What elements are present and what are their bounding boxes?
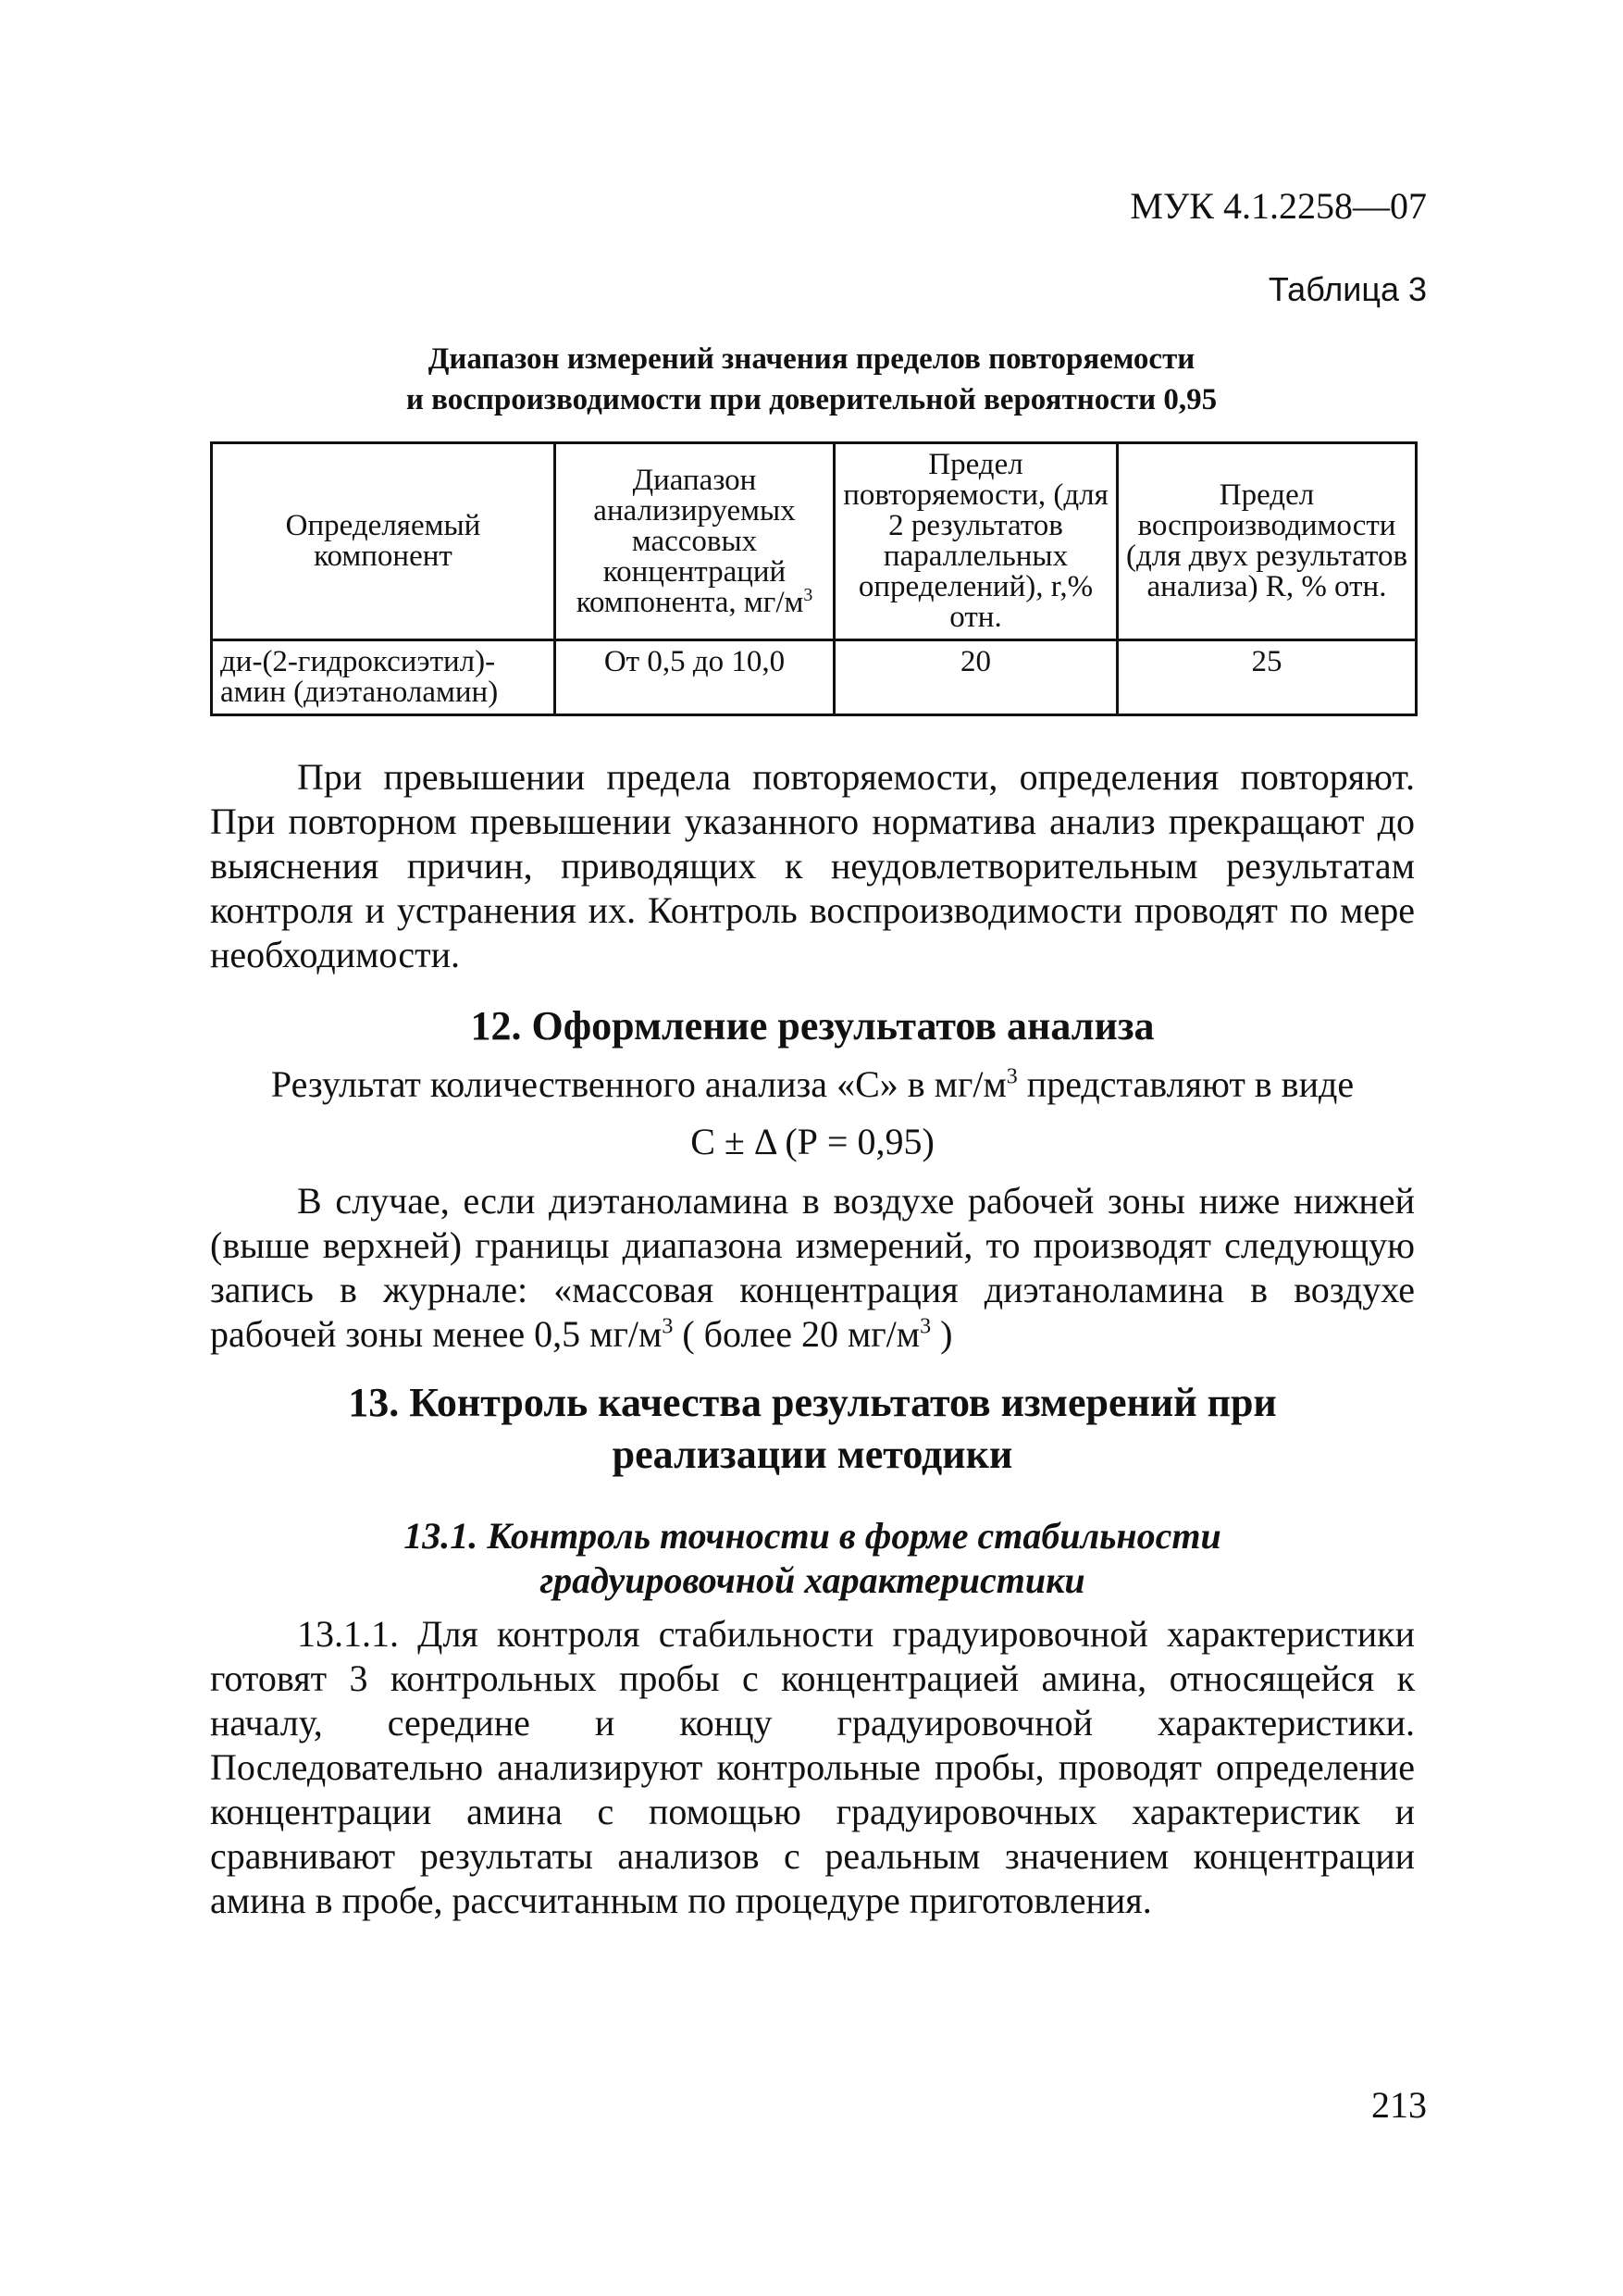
- header-component: Определяемый компонент: [212, 443, 555, 640]
- table-row: [212, 640, 1417, 715]
- measurement-range-table: [210, 441, 1418, 716]
- section-12-title: 12. Оформление результатов анализа: [470, 1003, 1155, 1049]
- cell-component: ди-(2-гидроксиэтил)-амин (диэтаноламин): [212, 640, 555, 715]
- section-13-1-title: [210, 1514, 1415, 1603]
- header-repeatability: Предел повторяемости, (для 2 результатов параллельных определений), r,% отн.: [835, 443, 1118, 640]
- section-13-title-line-1: 13. Контроль качества результатов измерений при: [348, 1380, 1277, 1425]
- header-reproducibility: Предел воспроизводимости (для двух результатов анализа) R, % отн.: [1118, 443, 1417, 640]
- result-statement: Результат количественного анализа «С» в $мг/м^3$ представляют в виде: [270, 1063, 1355, 1105]
- result-formula: С ± Δ (Р = 0,95): [690, 1121, 935, 1162]
- section-13-1-title-line-2: градуировочной характеристики: [539, 1559, 1085, 1601]
- unit-superscript: 3: [803, 584, 813, 605]
- paragraph-13-1-1: 13.1.1. Для контроля стабильности градуировочной характеристики готовят 3 контрольных пробы с концентрацией амина, относящейся к началу, середине и концу градуировочной характеристики. Последовательно анализируют контрольные пробы, проводят определение концентрации амина с помощью градуировочных характеристик и сравнивают результаты анализов с реальным значением концентрации амина в пробе, рассчитанным по процедуре приготовления.: [210, 1613, 1415, 1921]
- header-range: Диапазон анализируемых массовых концентраций компонента, $мг/м^3$: [555, 443, 835, 640]
- section-13-1-title-line-1: 13.1. Контроль точности в форме стабильности: [403, 1515, 1221, 1557]
- table-caption-line-1: Диапазон измерений значения пределов повторяемости: [427, 342, 1196, 376]
- section-13-title: [210, 1377, 1415, 1481]
- paragraph-repeatability: При превышении предела повторяемости, определения повторяют. При повторном превышении указанного норматива анализ прекращают до выяснения причин, приводящих к неудовлетворительным результатам контроля и устранения их. Контроль воспроизводимости проводят по мере необходимости.: [210, 756, 1415, 975]
- cell-range: От 0,5 до 10,0: [555, 640, 835, 715]
- paragraph-out-of-range: В случае, если диэтаноламина в воздухе рабочей зоны ниже нижней (выше верхней) границы диапазона измерений, то производят следующую запись в журнале: «массовая концентрация диэтаноламина в воздухе рабочей зоны менее 0,5 $мг/м^3$ ( более 20 $мг/м^3$ ): [210, 1180, 1415, 1355]
- table-header-row: [212, 443, 1417, 640]
- cell-repeatability: 20: [835, 640, 1118, 715]
- table-label: Таблица 3: [1268, 270, 1427, 308]
- page-number: 213: [1371, 2084, 1427, 2126]
- table-caption: [209, 339, 1414, 420]
- section-13-title-line-2: реализации методики: [612, 1432, 1013, 1477]
- cell-reproducibility: 25: [1118, 640, 1417, 715]
- table-caption-line-2: и воспроизводимости при доверительной вероятности 0,95: [405, 383, 1218, 416]
- document-code: МУК 4.1.2258—07: [1130, 185, 1427, 227]
